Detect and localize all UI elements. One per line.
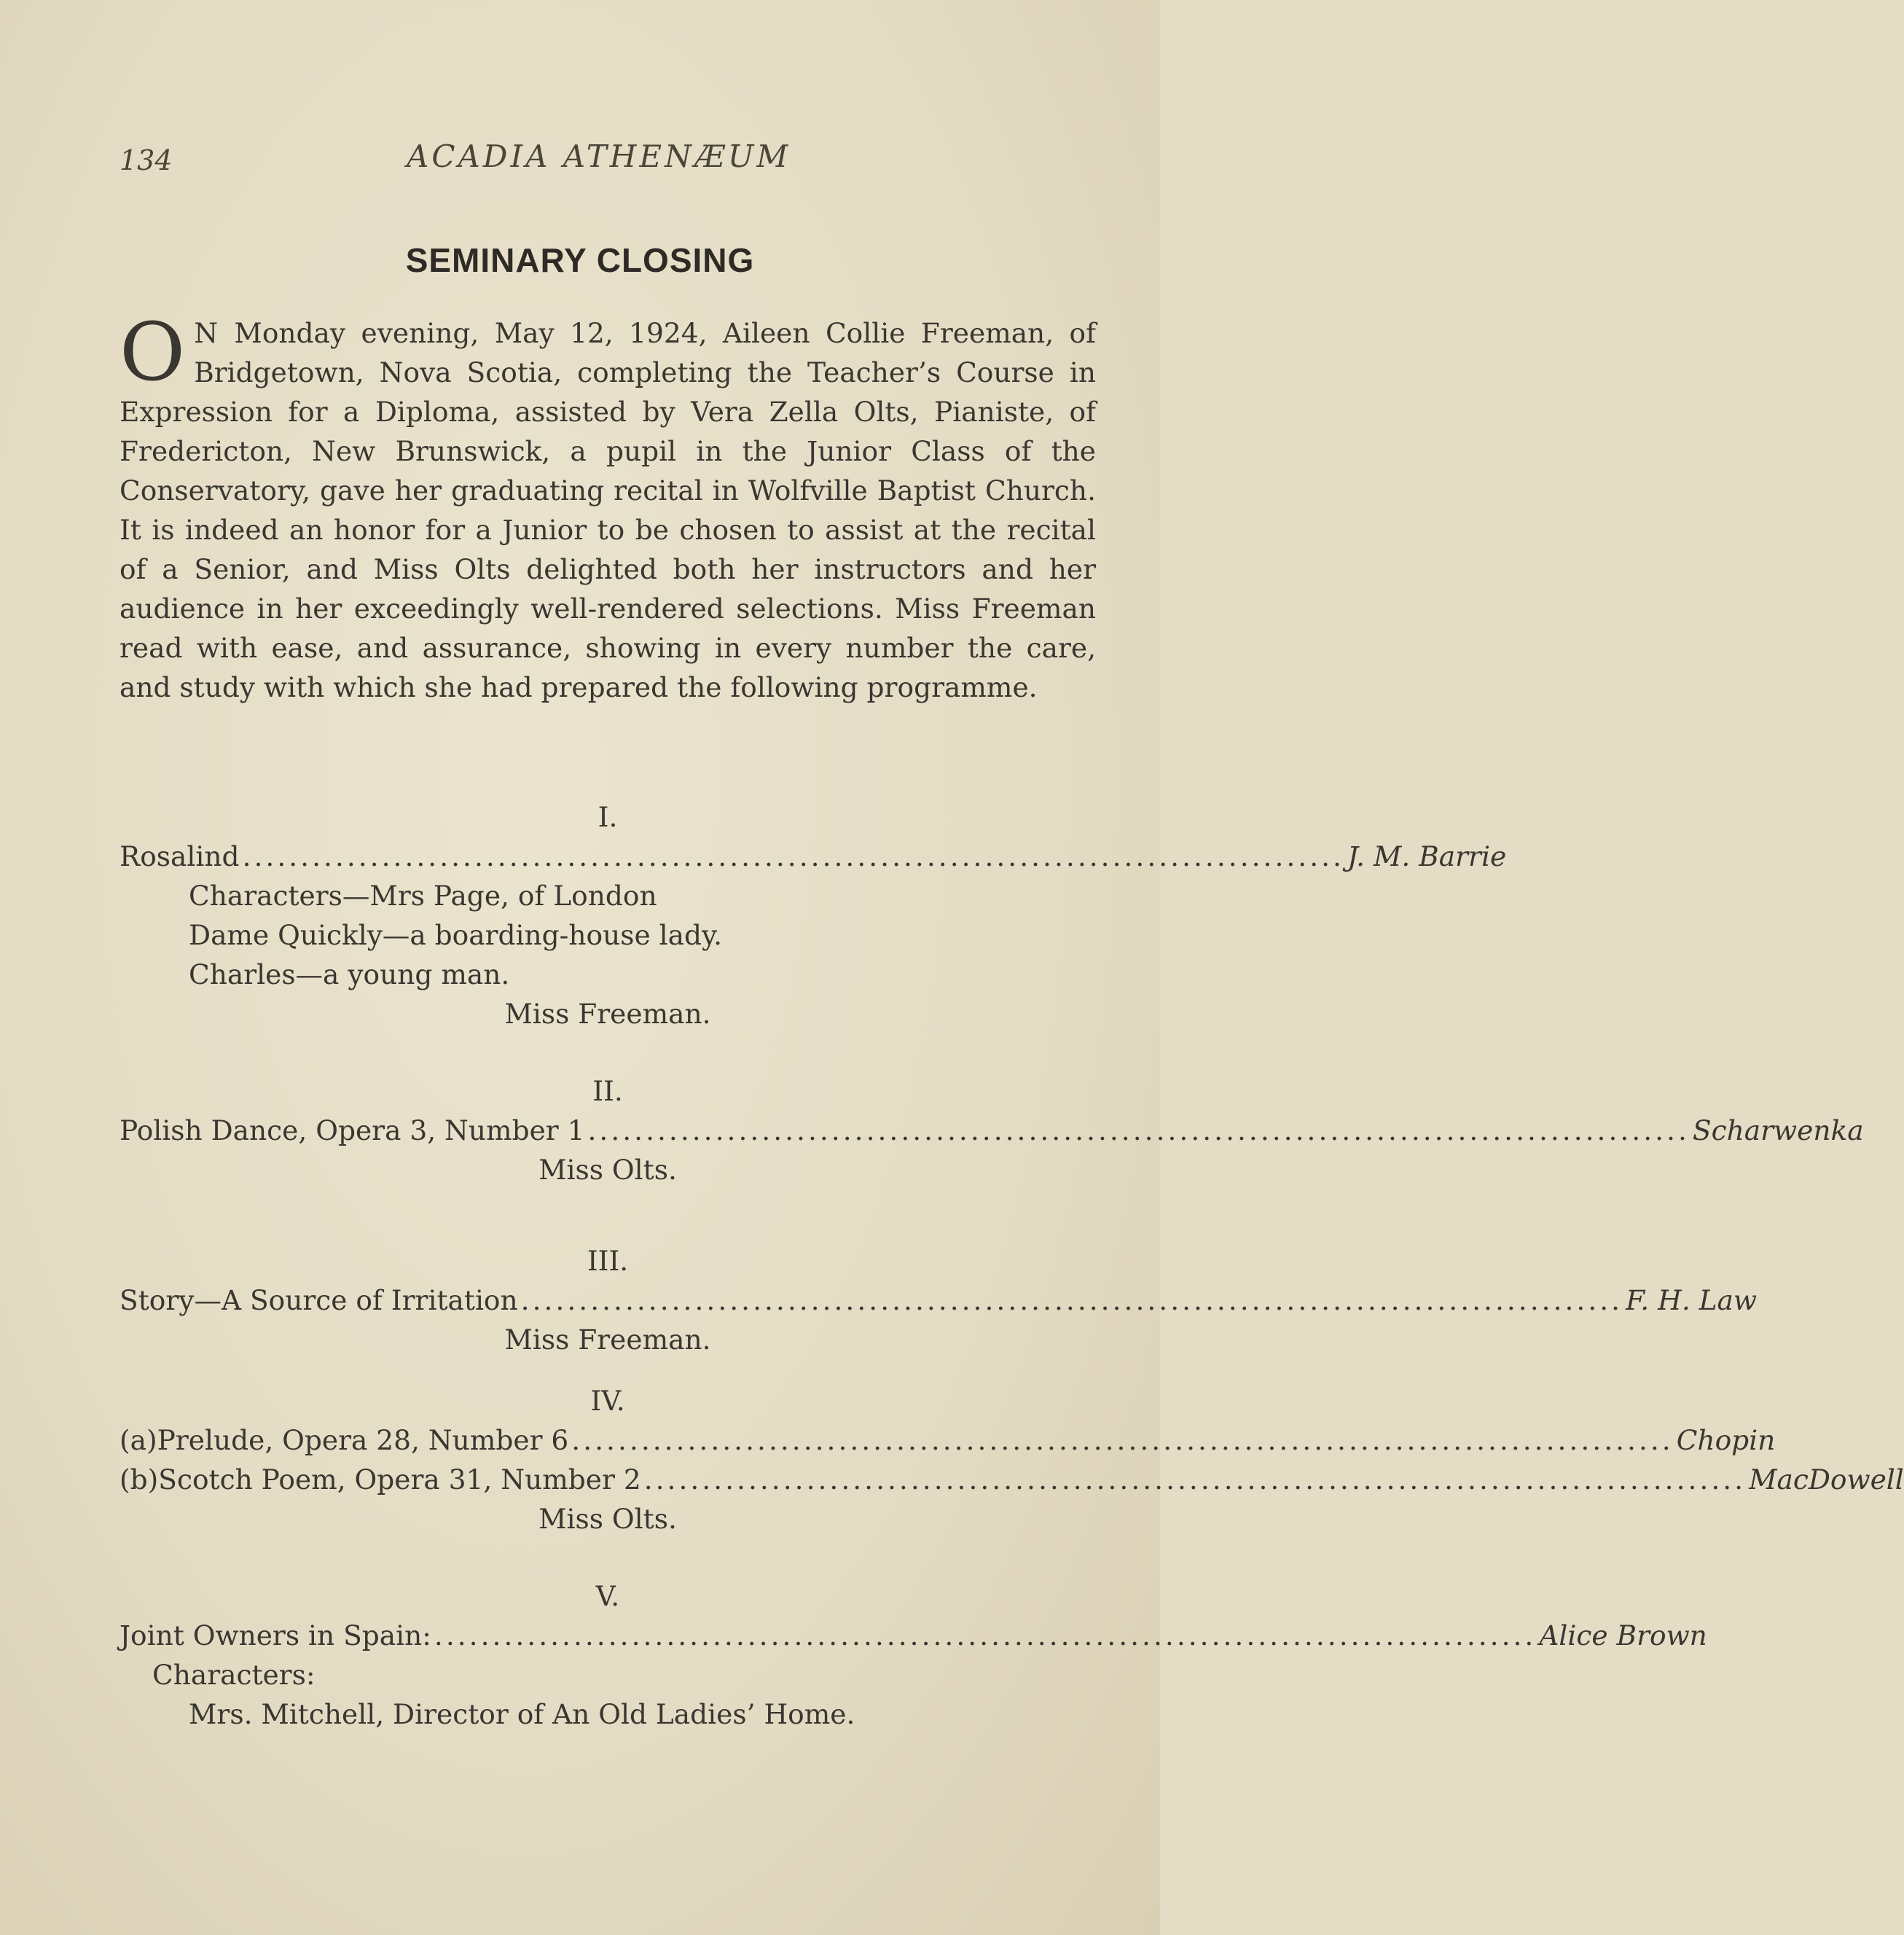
section-numeral: V. <box>595 1580 620 1612</box>
programme-section-4 <box>120 1381 1904 1539</box>
character-line: Dame Quickly—a boarding-house lady. <box>189 919 723 951</box>
article-title: SEMINARY CLOSING <box>405 241 755 279</box>
lead-letters: N <box>194 317 219 349</box>
programme-section-1 <box>120 797 1507 1033</box>
section-numeral: III. <box>587 1245 629 1277</box>
item-author: F. H. Law <box>1626 1284 1758 1316</box>
programme-section-2 <box>120 1071 1864 1189</box>
journal-title: ACADIA ATHENÆUM <box>407 138 791 174</box>
dot-leader: ............................................................................................... <box>643 1463 1747 1496</box>
item-author: Scharwenka <box>1692 1114 1864 1146</box>
section-numeral: II. <box>592 1075 623 1107</box>
performer: Miss Freeman. <box>504 998 711 1030</box>
performer: Miss Freeman. <box>504 1324 711 1356</box>
running-head <box>120 138 1096 182</box>
section-numeral: IV. <box>590 1385 625 1417</box>
character-line: Charles—a young man. <box>189 958 510 990</box>
item-title: Polish Dance, Opera 3, Number 1 <box>120 1114 585 1146</box>
drop-cap: O <box>120 305 186 399</box>
programme-item <box>120 837 1507 876</box>
characters-heading: Characters: <box>152 1659 316 1691</box>
dot-leader: ............................................................................................... <box>520 1284 1623 1316</box>
programme-item <box>120 1111 1864 1150</box>
performer: Miss Olts. <box>538 1154 677 1186</box>
item-author: Chopin <box>1676 1424 1776 1456</box>
programme-item-b <box>120 1460 1904 1499</box>
programme-item <box>120 1616 1707 1655</box>
article-body <box>120 305 1096 707</box>
item-title: Story—A Source of Irritation <box>120 1284 518 1316</box>
item-title: Prelude, Opera 28, Number 6 <box>157 1424 569 1456</box>
programme-item <box>120 1281 1758 1320</box>
programme-section-3 <box>120 1241 1758 1359</box>
item-title: Rosalind <box>120 840 240 872</box>
item-author: Alice Brown <box>1539 1619 1707 1651</box>
page-number: 134 <box>120 144 173 176</box>
item-label: (a) <box>120 1424 157 1456</box>
character-line: Mrs. Mitchell, Director of An Old Ladies’ Home. <box>189 1698 855 1730</box>
performer: Miss Olts. <box>538 1503 677 1535</box>
dot-leader: ............................................................................................... <box>242 840 1344 872</box>
item-author: J. M. Barrie <box>1347 840 1507 872</box>
programme-item-a <box>120 1420 1776 1460</box>
item-label: (b) <box>120 1463 159 1496</box>
item-title: Scotch Poem, Opera 31, Number 2 <box>158 1463 641 1496</box>
body-paragraph: Monday evening, May 12, 1924, Aileen Collie Freeman, of Bridgetown, Nova Scotia, completing the Teacher’s Course in Expression for a Diploma, assisted by Vera Zella Olts, Pianiste, of Fredericton, New Brunswick, a pupil in the Junior Class of the Conservatory, gave her graduating recital in Wolfville Baptist Church. It is indeed an honor for a Junior to be chosen to assist at the recital of a Senior, and Miss Olts delighted both her instructors and her audience in her exceedingly well-rendered selections. Miss Freeman read with ease, and assurance, showing in every number the care, and study with which she had prepared the following programme. <box>120 317 1096 703</box>
item-author: MacDowell <box>1749 1463 1904 1496</box>
character-line: Characters—Mrs Page, of London <box>189 880 657 912</box>
dot-leader: ............................................................................................... <box>434 1619 1537 1651</box>
section-numeral: I. <box>598 801 618 833</box>
item-title: Joint Owners in Spain: <box>120 1619 431 1651</box>
programme-section-5 <box>120 1576 1707 1734</box>
dot-leader: ............................................................................................... <box>587 1114 1690 1146</box>
dot-leader: ............................................................................................... <box>571 1424 1674 1456</box>
